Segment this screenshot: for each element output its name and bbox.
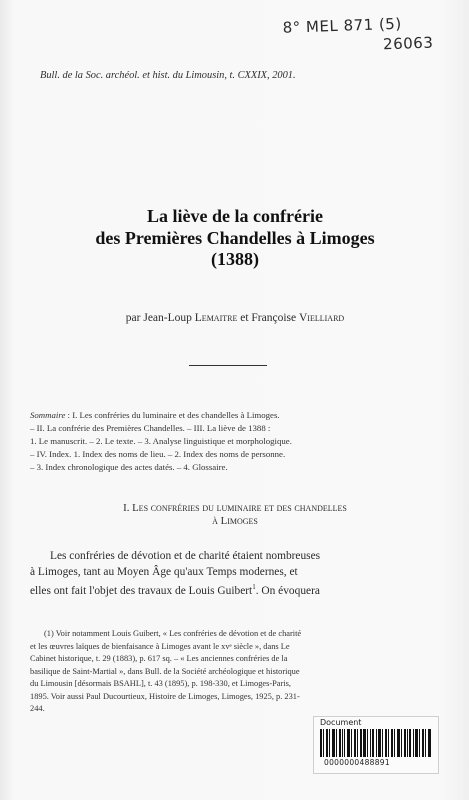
body-line1: Les confréries de dévotion et de charité étaient nombreuses xyxy=(50,550,321,562)
summary-line xyxy=(30,409,440,422)
author2-surname: Vielliard xyxy=(299,312,345,324)
footnote-line1: (1) Voir notamment Louis Guibert, « Les confréries de dévotion et de charité xyxy=(44,629,302,638)
author-byline xyxy=(20,312,450,324)
section-heading-line1: I. Les confréries du luminaire et des chandelles xyxy=(123,502,347,514)
body-line2: à Limoges, tant au Moyen Âge qu'aux Temps modernes, et xyxy=(30,565,298,578)
summary-line2: – II. La confrérie des Premières Chandelles. – III. La liève de 1388 : xyxy=(30,423,271,433)
summary-line5: – 3. Index chronologique des actes datés. – 4. Glossaire. xyxy=(30,462,228,472)
summary-line3: 1. Le manuscrit. – 2. Le texte. – 3. Analyse linguistique et morphologique. xyxy=(30,436,292,446)
footnote-line5: du Limousin [désormais BSAHL], t. 43 (1895), p. 198-330, et Limoges-Paris, xyxy=(30,679,291,688)
byline-prefix: par Jean-Loup xyxy=(125,312,192,324)
footnote-line7: 244. xyxy=(30,704,45,713)
title-line1: La liève de la confrérie xyxy=(147,206,323,226)
footnote-line3: Cabinet historique, t. 29 (1883), p. 617 sq. – « Les anciennes confréries de la xyxy=(30,654,288,663)
summary-label: Sommaire xyxy=(30,410,66,420)
footnote-line2: et les œuvres laïques de bienfaisance à Limoges avant le xvᵉ siècle », dans Le xyxy=(30,641,290,651)
barcode-sticker xyxy=(313,716,439,774)
journal-citation: Bull. de la Soc. archéol. et hist. du Limousin, t. CXXIX, 2001. xyxy=(40,70,296,81)
summary-line1: : I. Les confréries du luminaire et des chandelles à Limoges. xyxy=(65,410,280,420)
section-heading-line2: à Limoges xyxy=(212,515,258,527)
byline-connector: et Françoise xyxy=(240,312,297,324)
shelfmark-line2: 26063 xyxy=(382,33,434,54)
author1-surname: Lemaitre xyxy=(194,312,238,324)
body-line3-wrap xyxy=(30,580,442,599)
footnote-block xyxy=(30,628,442,716)
title-line3: (1388) xyxy=(211,249,259,269)
section-heading xyxy=(30,502,440,528)
footnote-line6: 1895. Voir aussi Paul Ducourtieux, Histoire de Limoges, Limoges, 1925, p. 231- xyxy=(30,691,300,701)
shelfmark-line1: 8° MEL 871 (5) xyxy=(282,14,402,37)
footnote-ref: 1 xyxy=(252,583,256,591)
body-line3: elles ont fait l'objet des travaux de Louis Guibert xyxy=(30,584,253,597)
title-divider xyxy=(189,365,267,366)
body-text xyxy=(30,549,442,599)
summary-block xyxy=(30,409,440,474)
body-line3-end: . On évoquera xyxy=(255,584,320,597)
title-line2: des Premières Chandelles à Limoges xyxy=(95,227,375,248)
barcode-icon xyxy=(320,729,432,757)
footnote-line4: basilique de Saint-Martial », dans Bull. de la Société archéologique et historique xyxy=(30,666,300,676)
article-title xyxy=(20,206,450,271)
barcode-label: Document xyxy=(320,718,362,727)
barcode-number: 0000000488891 xyxy=(324,758,390,767)
summary-line4: – IV. Index. 1. Index des noms de lieu. – 2. Index des noms de personne. xyxy=(30,449,286,459)
handwritten-shelfmark xyxy=(282,13,443,57)
